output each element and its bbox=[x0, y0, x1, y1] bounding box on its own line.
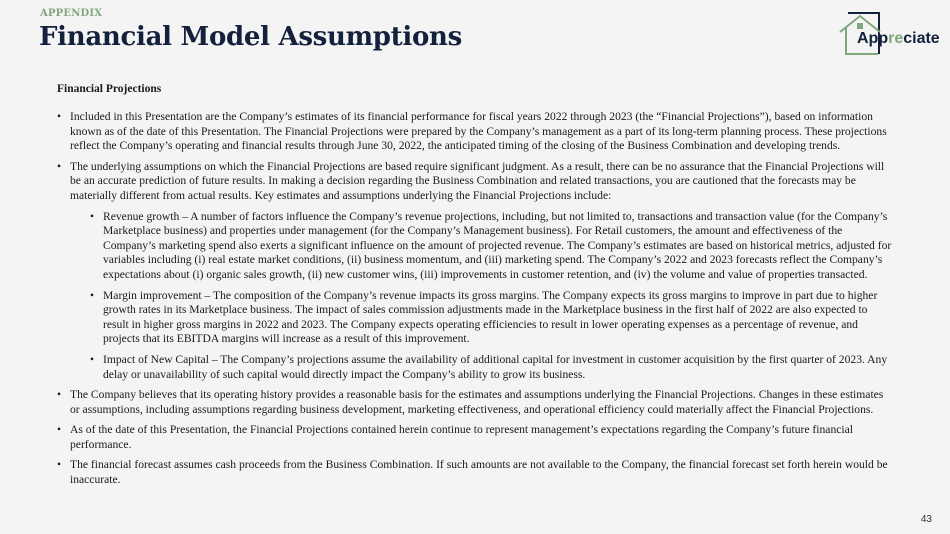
bullet: • The Company believes that its operating history provides a reasonable basis for the estimates and assumptions underlying the Financial Projections. Changes in these estimates or assumptions, including assumptions regarding business development, marketing effectiveness, and operational efficiency could materially affect the Financial Projections. bbox=[57, 388, 893, 417]
sub-bullet: • Revenue growth – A number of factors influence the Company’s revenue projections, including, but not limited to, transactions and transaction value (for the Company’s Marketplace business) and properties under management (for the Company’s Management business). For Retail customers, the amount and effectiveness of the Company’s marketing spend also exerts a significant influence on the amount of projected revenue. The Company’s estimates are based on historical metrics, adjusted for variables including (i) real estate market conditions, (ii) business momentum, and (iii) marketing spend. The Company’s 2022 and 2023 forecasts reflect the Company’s expectations about (i) organic sales growth, (ii) new customer wins, (iii) improvements in customer retention, and (iv) the volume and value of properties transacted. bbox=[90, 210, 893, 283]
page-number: 43 bbox=[920, 514, 932, 525]
sub-bullet: • Margin improvement – The composition of the Company’s revenue impacts its gross margins. The Company expects its gross margins to improve in part due to higher growth rates in its Marketplace business. The impact of sales commission adjustments made in the Marketplace business in the first half of 2022 are also expected to result in higher gross margins in 2022 and 2023. The Company expects operating efficiencies to result in lower operating expenses as a percentage of revenue, and projects that its EBITDA margins will increase as a result of this improvement. bbox=[90, 289, 893, 347]
body-text bbox=[57, 110, 893, 494]
page-title: Financial Model Assumptions bbox=[39, 22, 462, 52]
section-subtitle: Financial Projections bbox=[57, 83, 162, 95]
bullet: • Included in this Presentation are the Company’s estimates of its financial performance for fiscal years 2022 through 2023 (the “Financial Projections”), based on information known as of the date of this Presentation. The Financial Projections were prepared by the Company’s management as a part of its long-term planning process. These projections reflect the Company’s operating and financial results through June 30, 2022, the anticipated timing of the closing of the Business Combination and developing trends. bbox=[57, 110, 893, 154]
sub-bullet: • Impact of New Capital – The Company’s projections assume the availability of additional capital for investment in customer acquisition by the first quarter of 2023. Any delay or unavailability of such capital would directly impact the Company’s ability to grow its business. bbox=[90, 353, 893, 382]
bullet: • As of the date of this Presentation, the Financial Projections contained herein continue to represent management’s expectations regarding the Company’s future financial performance. bbox=[57, 423, 893, 452]
logo-wordmark: Appreciate bbox=[857, 30, 940, 47]
bullet: • The underlying assumptions on which the Financial Projections are based require significant judgment. As a result, there can be no assurance that the Financial Projections will be an accurate prediction of future results. In making a decision regarding the Business Combination and related transactions, you are cautioned that the forecasts may be materially different from actual results. Key estimates and assumptions underlying the Financial Projections include: • Revenue growth – A number of factors influence the Company’s revenue projections, including, but not limited to, transactions and transaction value (for the Company’s Marketplace business) and properties under management (for the Company’s Management business). For Retail customers, the amount and effectiveness of the Company’s marketing spend also exerts a significant influence on the amount of projected revenue. The Company’s estimates are based on historical metrics, adjusted for variables including (i) real estate market conditions, (ii) business momentum, and (iii) marketing spend. The Company’s 2022 and 2023 forecasts reflect the Company’s expectations about (i) organic sales growth, (ii) new customer wins, (iii) improvements in customer retention, and (iv) the volume and value of properties transacted. • Margin improvement – The composition of the Company’s revenue impacts its gross margins. The Company expects its gross margins to improve in part due to higher growth rates in its Marketplace business. The impact of sales commission adjustments made in the Marketplace business in the first half of 2022 are also expected to result in higher gross margins in 2022 and 2023. The Company expects operating efficiencies to result in lower operating expenses as a percentage of revenue, and projects that its EBITDA margins will increase as a result of this improvement. • Impact of New Capital – The Company’s projections assume the availability of additional capital for investment in customer acquisition by the first quarter of 2023. Any delay or unavailability of such capital would directly impact the Company’s ability to grow its business. bbox=[57, 160, 893, 382]
section-label: APPENDIX bbox=[40, 8, 103, 19]
bullet: • The financial forecast assumes cash proceeds from the Business Combination. If such amounts are not available to the Company, the financial forecast set forth herein would be inaccurate. bbox=[57, 458, 893, 487]
appreciate-logo bbox=[838, 10, 942, 58]
